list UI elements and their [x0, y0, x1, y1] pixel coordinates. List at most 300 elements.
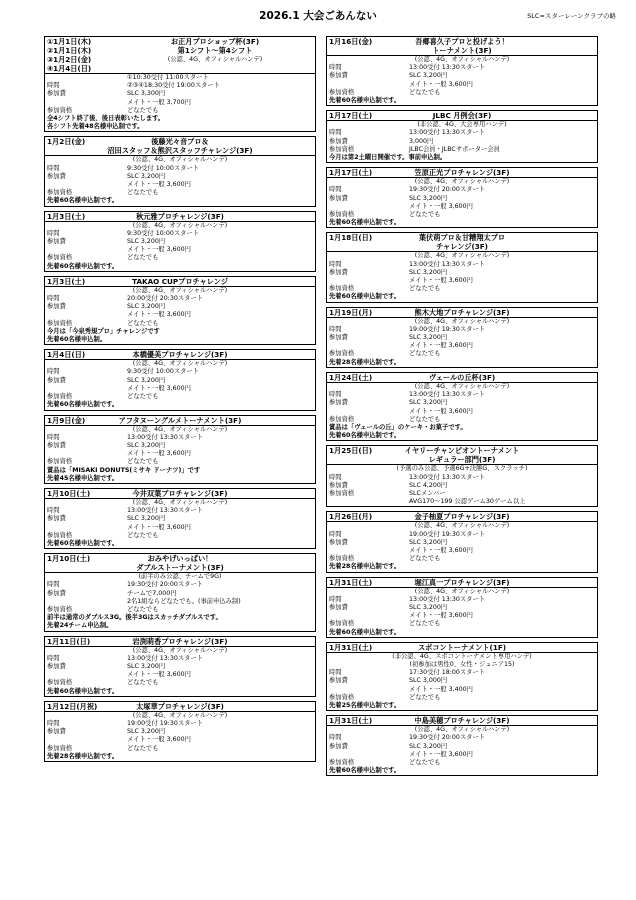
left-column: [44, 36, 316, 766]
time-label: 時間: [329, 129, 342, 137]
event-rules: (公認、4G、オフィシャルハンデ): [132, 711, 228, 719]
event-box: [44, 349, 316, 410]
info-row: [45, 736, 315, 744]
event-fee: SLC 3,200円: [127, 303, 166, 311]
event-date: 1月11日(日): [47, 636, 91, 646]
event-fee: SLC 3,200円: [409, 72, 448, 80]
event-date: ③1月2日(金): [47, 55, 92, 64]
event-name-line: 本橋優美プロチャレンジ(3F): [132, 350, 228, 360]
event-name: [107, 637, 253, 646]
event-time: 19:30受付 20:00スタート: [127, 581, 204, 589]
event-name-line: 堀江真一プロチャレンジ(3F): [414, 577, 510, 587]
info-row: [45, 385, 315, 393]
info-row: [45, 679, 315, 687]
qual-label: 参加資格: [329, 555, 355, 563]
event-name-line: アフタヌーングルメトーナメント(3F): [118, 415, 242, 425]
right-column: [326, 36, 598, 780]
event-rules: (公認、4G、オフィシャルハンデ): [414, 382, 510, 390]
time-label: 時間: [47, 507, 60, 515]
info-row: [327, 474, 597, 482]
event-note: 全4シフト終了後、後日表彰いたします。: [47, 115, 165, 123]
event-rules: (前半のみ公認、チームで9G): [138, 573, 222, 581]
event-date: 1月3日(土): [47, 276, 86, 286]
event-note: 先着60名様申込制です。: [329, 432, 401, 440]
event-time: 13:00受付 13:30スタート: [409, 129, 486, 137]
info-row: [327, 669, 597, 677]
event-rules: (公認、4G、オフィシャルハンデ): [132, 156, 228, 164]
event-name: [389, 168, 535, 177]
info-row: [327, 261, 597, 269]
event-fee: メイト・一般 3,400円: [409, 685, 473, 693]
event-box: [44, 276, 316, 345]
event-time: 13:00受付 13:30スタート: [409, 64, 486, 72]
info-row: [45, 368, 315, 376]
qual-label: 参加資格: [47, 319, 73, 327]
event-name-line: 笠原正光プロチャレンジ(3F): [414, 168, 510, 178]
fee-label: 参加費: [47, 172, 66, 180]
time-label: 時間: [47, 581, 60, 589]
info-row: [327, 326, 597, 334]
title-spacer: [253, 416, 315, 425]
event-date: 1月19日(月): [329, 307, 373, 317]
event-fee: SLC 3,200円: [127, 441, 166, 449]
title-spacer: [253, 137, 315, 155]
event-rules: (公認、4G、オフィシャルハンデ): [414, 56, 510, 63]
event-box: [44, 488, 316, 549]
event-name: [389, 111, 535, 120]
info-row: [327, 146, 597, 154]
event-date: 1月18日(日): [329, 233, 373, 243]
event-name: [107, 350, 253, 359]
qual-label: 参加資格: [329, 415, 355, 423]
event-time: 19:00受付 19:30スタート: [409, 530, 486, 538]
event-qual: どなたでも: [409, 620, 441, 628]
row-label: [47, 385, 127, 393]
event-note: 先着28名様申込制です。: [329, 358, 401, 366]
event-title-row: [327, 373, 597, 383]
info-row: [45, 295, 315, 303]
event-title-row: [45, 702, 315, 712]
event-note: 先着60名様申込制です。: [329, 97, 401, 105]
info-row: [327, 399, 597, 407]
qual-label: 参加資格: [47, 106, 73, 114]
time-label: 時間: [329, 669, 342, 677]
row-label: [329, 547, 409, 555]
info-row: [327, 734, 597, 742]
event-fee: メイト・一般 3,600円: [127, 523, 191, 531]
row-label: [47, 736, 127, 744]
event-title-row: [327, 308, 597, 318]
info-row: [45, 581, 315, 589]
fee-label: 参加費: [47, 728, 66, 736]
time-label: 時間: [47, 433, 60, 441]
event-note: 賞品は「ヴェールの丘」のケーキ・お菓子です。: [329, 423, 467, 431]
event-date: 1月4日(日): [47, 350, 86, 360]
event-time: 19:00受付 19:30スタート: [127, 719, 204, 727]
event-title-row: [327, 233, 597, 252]
event-fee: SLC 3,000円: [409, 677, 448, 685]
qual-label: 参加資格: [47, 189, 73, 197]
header-note: SLC=スターレーンクラブの略: [527, 12, 616, 20]
event-fee: メイト・一般 3,600円: [409, 80, 473, 88]
info-row: [327, 277, 597, 285]
event-qual: どなたでも: [127, 679, 159, 687]
event-note: 先着60名様申込制。: [47, 336, 107, 344]
event-box: [326, 232, 598, 302]
title-spacer: [253, 489, 315, 498]
event-name-line: おみやげいっぱい！: [147, 554, 213, 564]
event-time: ①10:30受付 11:00スタート: [127, 74, 209, 81]
row-label: [329, 408, 409, 416]
event-box: [326, 372, 598, 441]
event-fee: メイト・一般 3,600円: [127, 671, 191, 679]
event-title-row: [327, 446, 597, 465]
event-fee: メイト・一般 3,600円: [409, 612, 473, 620]
event-date: 1月31日(土): [329, 716, 373, 726]
event-rules: (公認、4G、オフィシャルハンデ): [132, 286, 228, 294]
event-box: [326, 511, 598, 572]
fee-label: 参加費: [329, 742, 348, 750]
event-rules: (公認、4G、オフィシャルハンデ): [132, 425, 228, 433]
event-qual: どなたでも: [409, 415, 441, 423]
fee-label: 参加費: [47, 441, 66, 449]
event-time: 19:30受付 20:00スタート: [409, 186, 486, 194]
info-row: [45, 524, 315, 532]
event-note: 先着60名様申込制です。: [47, 687, 119, 695]
event-time: ②③④18:30受付 19:00スタート: [127, 82, 221, 90]
event-name-line: 秋元雅プロチャレンジ(3F): [136, 211, 224, 221]
event-date: 1月9日(金): [47, 415, 86, 425]
event-note: 各シフト先着48名様申込制です。: [47, 123, 144, 131]
info-row: [327, 686, 597, 694]
event-fee: メイト・一般 3,600円: [127, 246, 191, 254]
event-box: [44, 415, 316, 484]
event-name: [107, 554, 253, 572]
event-fee: SLC 3,200円: [127, 728, 166, 736]
event-title-row: [327, 578, 597, 588]
event-date: 1月26日(月): [329, 512, 373, 522]
fee-label: 参加費: [329, 538, 348, 546]
info-row: [327, 408, 597, 416]
event-name-line: 中島美穂プロチャレンジ(3F): [414, 716, 510, 726]
event-box: [326, 167, 598, 228]
fee-label: 参加費: [329, 194, 348, 202]
row-label: [47, 181, 127, 189]
event-name-line: スポコントーナメント(1F): [417, 642, 507, 652]
info-row: [327, 64, 597, 72]
event-name: [389, 308, 535, 317]
qual-label: 参加資格: [47, 393, 73, 401]
qual-label: 参加資格: [329, 285, 355, 293]
title-spacer: [535, 643, 597, 652]
fee-label: 参加費: [47, 90, 66, 98]
title-spacer: [253, 277, 315, 286]
event-time: 13:00受付 13:30スタート: [409, 260, 486, 268]
event-box-new-year: [44, 36, 316, 132]
event-fee: チームで7,000円: [127, 589, 177, 597]
event-box: [44, 211, 316, 272]
qual-label: 参加資格: [329, 145, 355, 153]
info-row: [327, 596, 597, 604]
title-spacer: [535, 233, 597, 251]
event-name: [107, 277, 253, 286]
info-row: [327, 195, 597, 203]
title-spacer: [253, 702, 315, 711]
time-label: 時間: [47, 82, 60, 90]
time-label: 時間: [47, 229, 60, 237]
event-date: 1月25日(日): [329, 446, 373, 456]
qual-label: 参加資格: [47, 679, 73, 687]
title-spacer: [253, 637, 315, 646]
info-row: [45, 515, 315, 523]
event-name: [107, 416, 253, 425]
info-row: [45, 507, 315, 515]
event-title-row: [327, 168, 597, 178]
event-note: 賞品は「MISAKI DONUTS(ミサキ ドーナツ)」です: [47, 466, 201, 474]
info-row: [45, 377, 315, 385]
row-label: [329, 686, 409, 694]
event-name-line: TAKAO CUPプロチャレンジ: [132, 276, 228, 286]
title-spacer: [535, 716, 597, 725]
event-qual: AVG170～199 公認ゲーム30ゲーム以上: [409, 498, 526, 506]
time-label: 時間: [47, 654, 60, 662]
event-date: ④1月4日(日): [47, 64, 92, 73]
event-rules: (公認、4G、オフィシャルハンデ): [132, 646, 228, 654]
info-row: [327, 490, 597, 498]
fee-label: 参加費: [47, 589, 66, 597]
event-box: [326, 110, 598, 163]
event-title-row: [45, 277, 315, 287]
qual-label: 参加資格: [47, 458, 73, 466]
info-row: [45, 450, 315, 458]
event-note: 先着28名様申込制です。: [329, 563, 401, 571]
event-fee: SLC 3,200円: [409, 538, 448, 546]
event-fee: 2名1組ならどなたでも。(事前申込み制): [127, 597, 241, 605]
qual-label: 参加資格: [47, 744, 73, 752]
event-note: 先着25名様申込制です。: [329, 701, 401, 709]
info-row: [327, 482, 597, 490]
event-box: [44, 136, 316, 206]
event-qual: SLCメンバー: [409, 489, 446, 497]
event-name: [389, 446, 535, 464]
title-spacer: [253, 554, 315, 572]
event-rules: (公認、4G、オフィシャルハンデ): [414, 317, 510, 325]
event-time: 9:30受付 10:00スタート: [127, 229, 200, 237]
qual-label: 参加資格: [329, 88, 355, 96]
event-fee: メイト・一般 3,600円: [409, 277, 473, 285]
event-name: [389, 716, 535, 725]
event-date: 1月3日(土): [47, 211, 86, 221]
event-date: 1月12日(月祝): [47, 701, 98, 711]
event-time: 9:30受付 10:00スタート: [127, 164, 200, 172]
event-note: 先着60名様申込制です。: [329, 767, 401, 775]
event-time: 13:00受付 13:30スタート: [127, 433, 204, 441]
event-date: 1月31日(土): [329, 642, 373, 652]
event-name-sub: 第1シフト～第4シフト: [177, 46, 253, 55]
event-fee: メイト・一般 3,600円: [409, 546, 473, 554]
event-note: 先着60名様申込制です。: [329, 628, 401, 636]
event-time: 13:00受付 13:30スタート: [409, 391, 486, 399]
event-title-row: [45, 350, 315, 360]
event-note: 今月は第2土曜日開催です。事前申込制。: [329, 154, 447, 162]
info-row: [45, 458, 315, 466]
event-time: 13:00受付 13:30スタート: [127, 507, 204, 515]
event-rules: (非公認、4G、大会専用ハンデ): [417, 121, 507, 129]
info-row: [327, 759, 597, 767]
event-name-line: 金子柚夏プロチャレンジ(3F): [414, 512, 510, 522]
info-row: [45, 671, 315, 679]
info-row: [327, 612, 597, 620]
fee-label: 参加費: [329, 72, 348, 80]
event-name: お正月プロショップ杯(3F): [170, 37, 260, 46]
event-note: 先着60名様申込制です。: [47, 197, 119, 205]
event-title-row: [327, 643, 597, 653]
event-fee: SLC 3,200円: [409, 194, 448, 202]
info-row: [327, 138, 597, 146]
event-box: [326, 577, 598, 638]
info-row: [327, 269, 597, 277]
title-spacer: [535, 308, 597, 317]
qual-label: 参加資格: [329, 350, 355, 358]
event-qual: どなたでも: [409, 350, 441, 358]
info-row: [45, 246, 315, 254]
info-row: [45, 655, 315, 663]
event-note: 先着60名様申込制です。: [47, 262, 119, 270]
event-name: [107, 212, 253, 221]
row-label: [47, 311, 127, 319]
info-row: [45, 173, 315, 181]
event-name: [107, 489, 253, 498]
qual-label: 参加資格: [47, 605, 73, 613]
event-name-line: イヤリーチャンピオントーナメント: [404, 446, 520, 456]
info-row: [45, 254, 315, 262]
info-row: [327, 531, 597, 539]
event-qual: どなたでも: [409, 555, 441, 563]
info-row: [327, 620, 597, 628]
time-label: 時間: [47, 295, 60, 303]
event-rules: (予選のみ公認、予選6G+決勝G、スクラッチ): [396, 465, 528, 473]
event-name-line: 岩渕萌香プロチャレンジ(3F): [132, 636, 228, 646]
fee-label: 参加費: [47, 515, 66, 523]
event-rules: (公認、4G、オフィシャルハンデ): [414, 252, 510, 260]
event-qual: どなたでも: [127, 106, 159, 114]
event-rules: (公認、4G、オフィシャルハンデ): [414, 587, 510, 595]
event-fee: SLC 3,300円: [127, 90, 166, 98]
info-row: [327, 539, 597, 547]
event-fee: SLC 3,200円: [127, 238, 166, 246]
event-date: 1月24日(土): [329, 372, 373, 382]
info-row: [45, 663, 315, 671]
event-date: ①1月1日(木): [47, 37, 92, 46]
event-name: [389, 37, 535, 55]
event-fee: SLC 3,200円: [409, 742, 448, 750]
event-fee: SLC 4,200円: [409, 481, 448, 489]
info-row: [327, 186, 597, 194]
event-name-line: 葉伏萌プロ＆甘糟翔太プロ: [418, 233, 506, 243]
info-row: [45, 442, 315, 450]
event-rules: (非公認、4G、スポコントーナメント専用ハンデ): [392, 652, 532, 660]
fee-label: 参加費: [47, 238, 66, 246]
event-name-line: ヴェールの丘杯(3F): [428, 372, 496, 382]
row-label: [329, 498, 409, 506]
event-qual: どなたでも: [127, 531, 159, 539]
event-qual: どなたでも: [127, 189, 159, 197]
title-spacer: [253, 350, 315, 359]
info-row: [45, 165, 315, 173]
event-note: 先着60名様申込制です。: [47, 539, 119, 547]
info-row: [45, 320, 315, 328]
event-qual: どなたでも: [127, 254, 159, 262]
event-qual: どなたでも: [127, 458, 159, 466]
event-fee: メイト・一般 3,600円: [127, 311, 191, 319]
info-row: [327, 342, 597, 350]
row-label: [47, 524, 127, 532]
qual-label: 参加資格: [329, 759, 355, 766]
event-fee: SLC 3,200円: [127, 376, 166, 384]
info-row: [327, 81, 597, 89]
time-label: 時間: [329, 64, 342, 72]
event-name: [389, 643, 535, 652]
title-spacer: [535, 37, 597, 55]
event-fee: SLC 3,200円: [127, 662, 166, 670]
info-row: [327, 751, 597, 759]
event-box: [326, 36, 598, 106]
event-name: [389, 373, 535, 382]
info-row: [327, 604, 597, 612]
event-rules: (公認、4G、オフィシャルハンデ): [414, 178, 510, 186]
event-time: 20:00受付 20:30スタート: [127, 295, 204, 303]
time-label: 時間: [329, 530, 342, 538]
info-row: [45, 532, 315, 540]
event-rules: (公認、4G、オフィシャルハンデ): [167, 56, 263, 63]
fee-label: 参加費: [329, 603, 348, 611]
time-label: 時間: [329, 325, 342, 333]
event-title-row: [327, 111, 597, 121]
row-label: [47, 598, 127, 606]
event-box: [326, 715, 598, 776]
fee-label: 参加費: [329, 137, 348, 145]
event-rules: (公認、4G、オフィシャルハンデ): [414, 522, 510, 530]
time-label: 時間: [47, 719, 60, 727]
event-rules: (初参加は男性0、女性・ジュニア15): [409, 660, 515, 668]
event-fee: メイト・一般 3,700円: [127, 98, 191, 106]
event-qual: どなたでも: [409, 285, 441, 293]
time-label: 時間: [329, 391, 342, 399]
event-title-row: [327, 512, 597, 522]
event-date: 1月31日(土): [329, 577, 373, 587]
qual-label: 参加資格: [329, 693, 355, 701]
info-row: [327, 89, 597, 97]
time-label: 時間: [329, 734, 342, 742]
event-fee: SLC 3,200円: [409, 268, 448, 276]
time-label: 時間: [47, 164, 60, 172]
event-title-row: [45, 416, 315, 426]
info-row: [45, 181, 315, 189]
event-name-line: 今井双葉プロチャレンジ(3F): [132, 488, 228, 498]
info-row: [45, 606, 315, 614]
event-date: 1月10日(土): [47, 554, 91, 564]
event-title-row: [45, 212, 315, 222]
event-time: 17:30受付 18:00スタート: [409, 669, 486, 677]
event-name-line: JLBC 月例会(3F): [432, 111, 492, 121]
event-box: [326, 642, 598, 711]
event-name-line: トーナメント(3F): [432, 46, 492, 55]
event-box: [326, 445, 598, 507]
event-qual: どなたでも: [409, 88, 441, 96]
event-name-line: 後藤光々音プロ＆: [151, 137, 209, 147]
event-date: 1月2日(金): [47, 137, 86, 147]
time-label: 時間: [329, 595, 342, 603]
